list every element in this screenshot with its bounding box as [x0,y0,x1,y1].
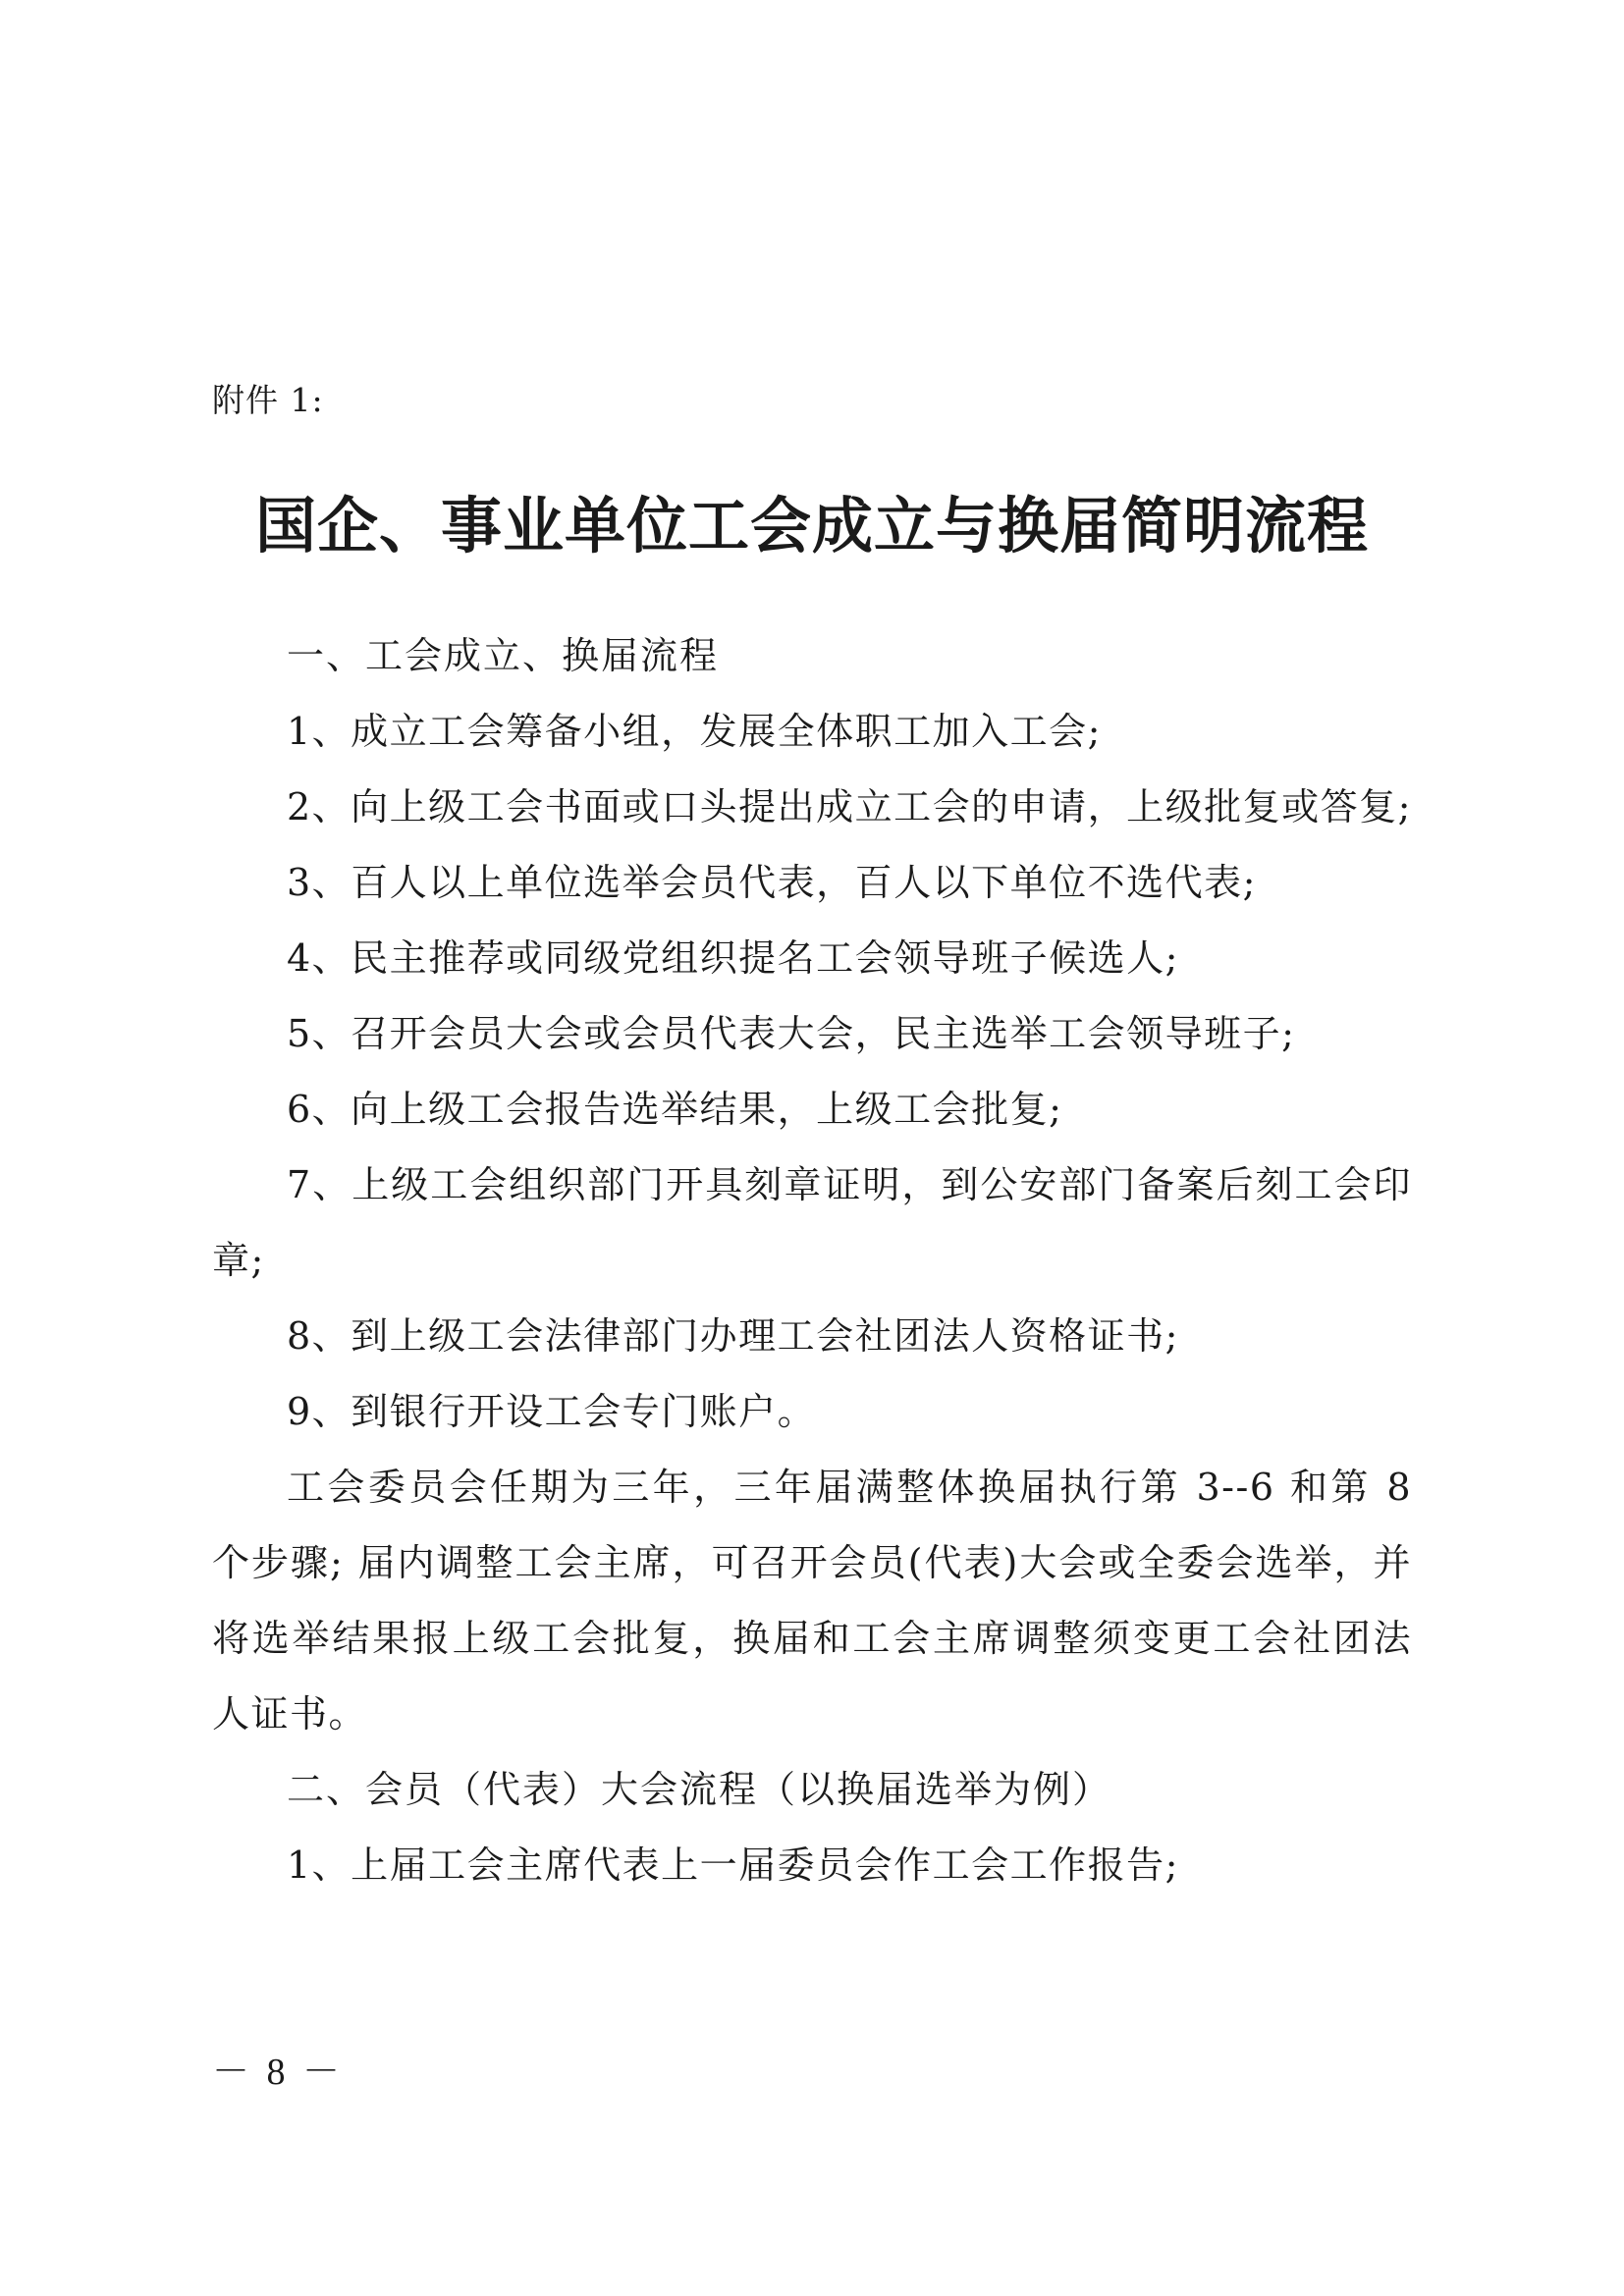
list-item: 1、上届工会主席代表上一届委员会作工会工作报告; [287,1843,1179,1887]
body-paragraph: 工会委员会任期为三年，三年届满整体换届执行第 3--6 和第 8 个步骤; 届内调整工会主席，可召开会员(代表)大会或全委会选举，并将选举结果报上级工会批复，换届和工会主席调整须变更工会社团法人证书。 [212,1466,1412,1735]
list-item: 8、到上级工会法律部门办理工会社团法人资格证书; [287,1314,1179,1358]
list-item: 5、召开会员大会或会员代表大会，民主选举工会领导班子; [287,1012,1296,1055]
list-item: 3、百人以上单位选举会员代表，百人以下单位不选代表; [287,861,1257,904]
list-item: 4、民主推荐或同级党组织提名工会领导班子候选人; [287,936,1179,980]
section-heading-2: 二、会员（代表）大会流程（以换届选举为例） [287,1768,1112,1811]
list-item: 2、向上级工会书面或口头提出成立工会的申请，上级批复或答复; [287,785,1412,828]
list-item: 1、成立工会筹备小组，发展全体职工加入工会; [287,710,1102,753]
list-item: 7、上级工会组织部门开具刻章证明，到公安部门备案后刻工会印章; [212,1163,1412,1282]
section-heading-1: 一、工会成立、换届流程 [287,634,720,677]
list-item: 6、向上级工会报告选举结果，上级工会批复; [287,1088,1063,1131]
document-body [212,618,1412,1903]
list-item: 9、到银行开设工会专门账户。 [287,1390,817,1433]
attachment-label: 附件 1: [212,381,324,419]
document-title: 国企、事业单位工会成立与换届简明流程 [254,490,1369,561]
page-number: － 8 － [212,2052,345,2093]
